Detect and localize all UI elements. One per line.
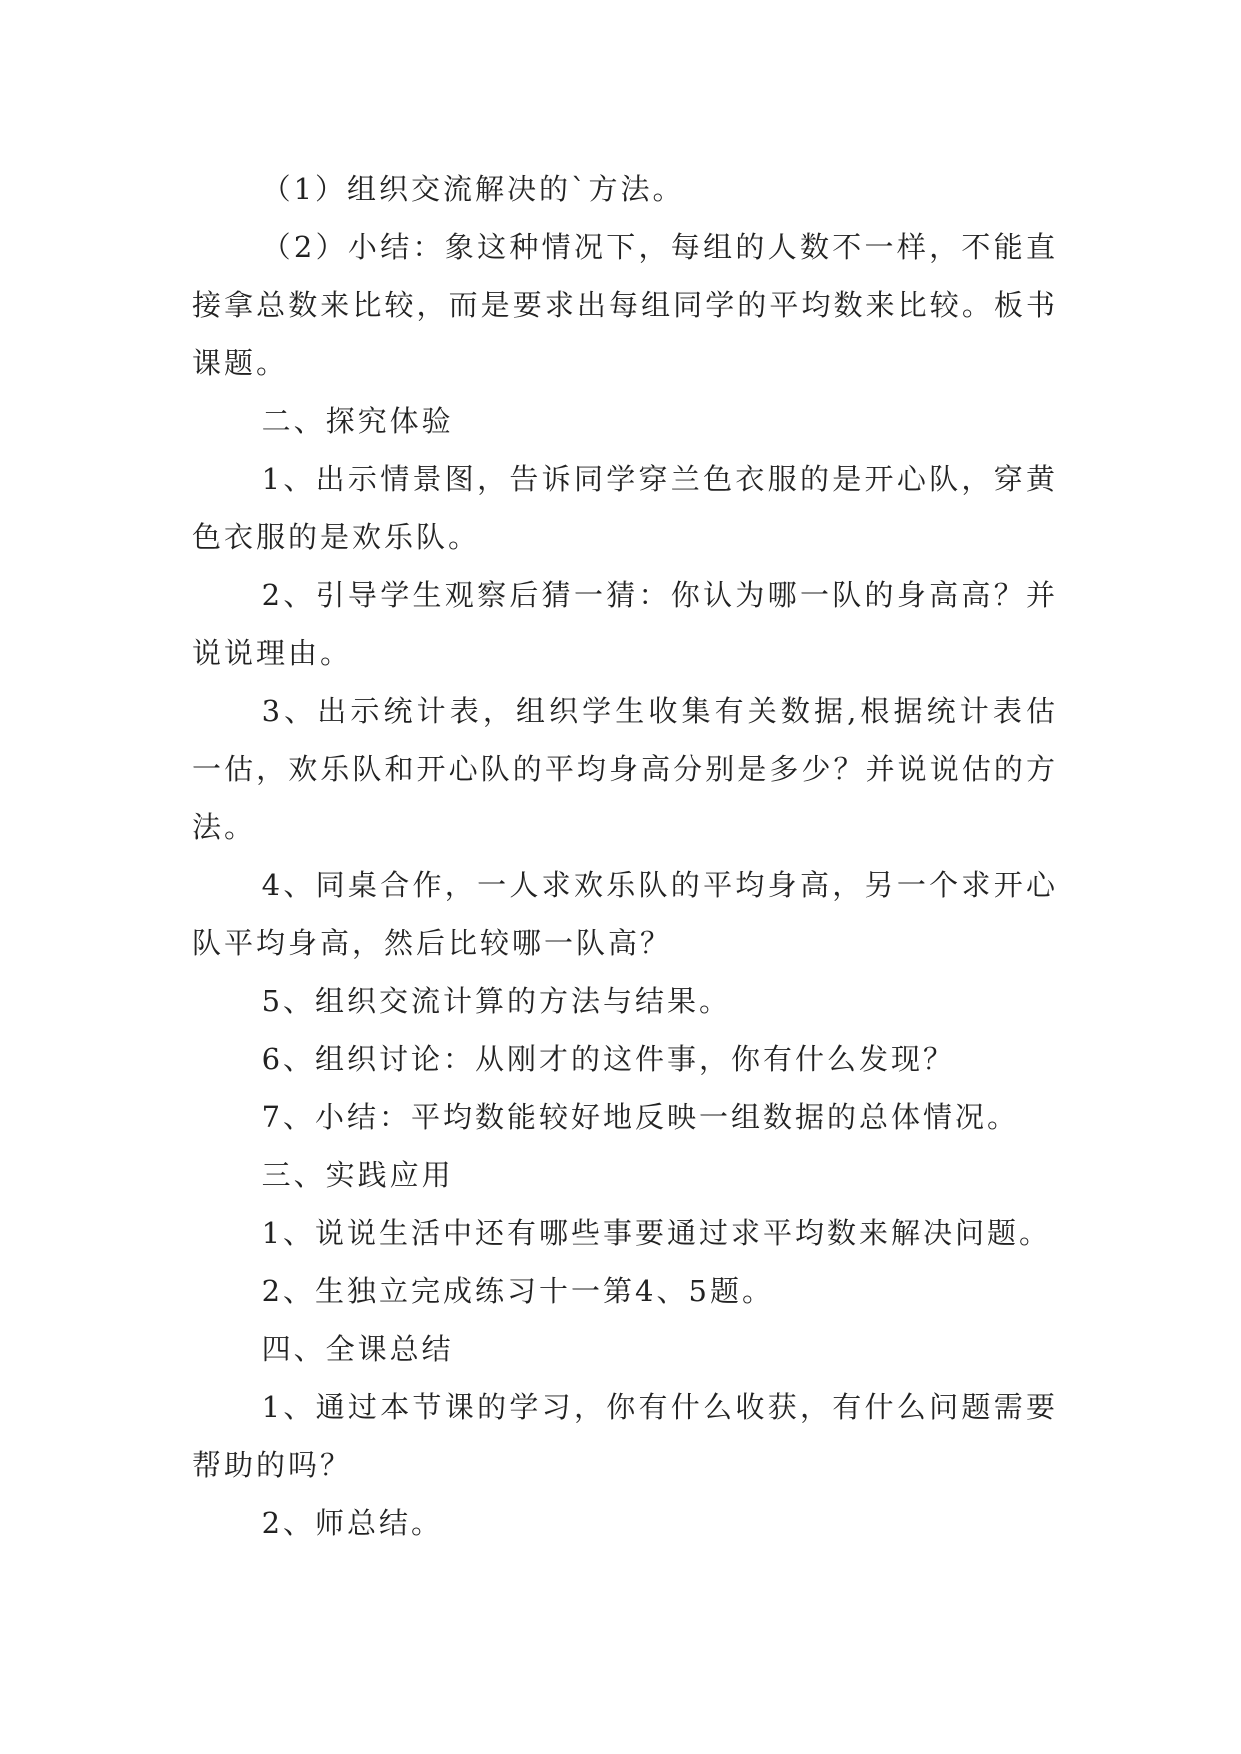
paragraph-method-discussion: （1）组织交流解决的`方法。 (261, 172, 685, 206)
paragraph-summary-topic: （2）小结：象这种情况下，每组的人数不一样，不能直接拿总数来比较，而是要求出每组同学的平均数来比较。板书课题。 (192, 230, 1058, 380)
section-heading-practice: 三、实践应用 (261, 1158, 454, 1192)
section-heading-summary: 四、全课总结 (261, 1332, 454, 1366)
paragraph-step-3: 3、出示统计表，组织学生收集有关数据,根据统计表估一估，欢乐队和开心队的平均身高分别是多少？并说说估的方法。 (192, 694, 1058, 844)
paragraph-step-5: 5、组织交流计算的方法与结果。 (261, 984, 732, 1018)
paragraph-step-1: 1、出示情景图，告诉同学穿兰色衣服的是开心队，穿黄色衣服的是欢乐队。 (192, 462, 1058, 554)
paragraph-summary-2: 2、师总结。 (261, 1506, 444, 1540)
paragraph-summary-1: 1、通过本节课的学习，你有什么收获，有什么问题需要帮助的吗？ (192, 1390, 1058, 1482)
section-heading-explore: 二、探究体验 (261, 404, 454, 438)
paragraph-step-6: 6、组织讨论：从刚才的这件事，你有什么发现？ (261, 1042, 956, 1076)
paragraph-step-7: 7、小结：平均数能较好地反映一组数据的总体情况。 (261, 1100, 1020, 1134)
paragraph-practice-2: 2、生独立完成练习十一第4、5题。 (261, 1274, 774, 1308)
paragraph-practice-1: 1、说说生活中还有哪些事要通过求平均数来解决问题。 (261, 1216, 1052, 1250)
document-body (192, 160, 1058, 1552)
paragraph-step-4: 4、同桌合作，一人求欢乐队的平均身高，另一个求开心队平均身高，然后比较哪一队高？ (192, 868, 1058, 960)
paragraph-step-2: 2、引导学生观察后猜一猜：你认为哪一队的身高高？并说说理由。 (192, 578, 1058, 670)
